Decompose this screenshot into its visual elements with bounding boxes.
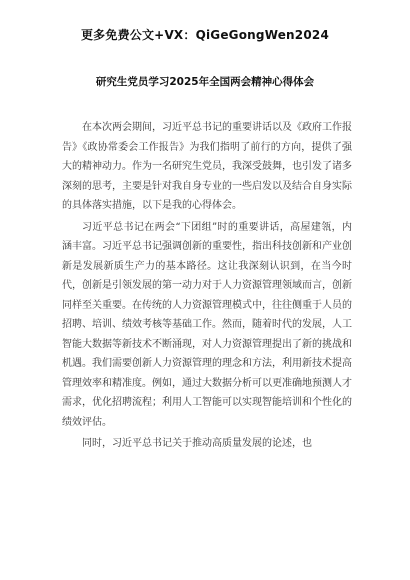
paragraph: 习近平总书记在两会“下团组”时的重要讲话，高屋建瓴，内涵丰富。习近平总书记强调创新的重要性，指出科技创新和产业创新是发展新质生产力的基本路径。这让我深刻认识到，在当今时代，创新是引领发展的第一动力对于人力资源管理领域而言，创新同样至关重要。在传统的人力资源管理模式中，往往侧重于人员的招聘、培训、绩效考核等基础工作。然而，随着时代的发展，人工智能大数据等新技术不断涌现，对人力资源管理提出了新的挑战和机遇。我们需要创新人力资源管理的理念和方法，利用新技术提高管理效率和精准度。例如，通过大数据分析可以更准确地预测人才需求，优化招聘流程；利用人工智能可以实现智能培训和个性化的绩效评估。 [62,221,352,428]
document-title: 研究生党员学习2025年全国两会精神心得体会 [95,76,315,88]
paragraph: 在本次两会期间，习近平总书记的重要讲话以及《政府工作报告》《政协常委会工作报告》为我们指明了前行的方向，提供了强大的精神动力。作为一名研究生党员，我深受鼓舞，也引发了诸多深刻的思考，主要是针对我自身专业的一些启发以及结合自身实际的具体落实措施，以下是我的心得体会。 [62,122,352,211]
document-body [62,118,352,456]
promo-header: 更多免费公文+VX：QiGeGongWen2024 [80,28,329,42]
paragraph: 同时，习近平总书记关于推动高质量发展的论述，也 [82,438,312,449]
